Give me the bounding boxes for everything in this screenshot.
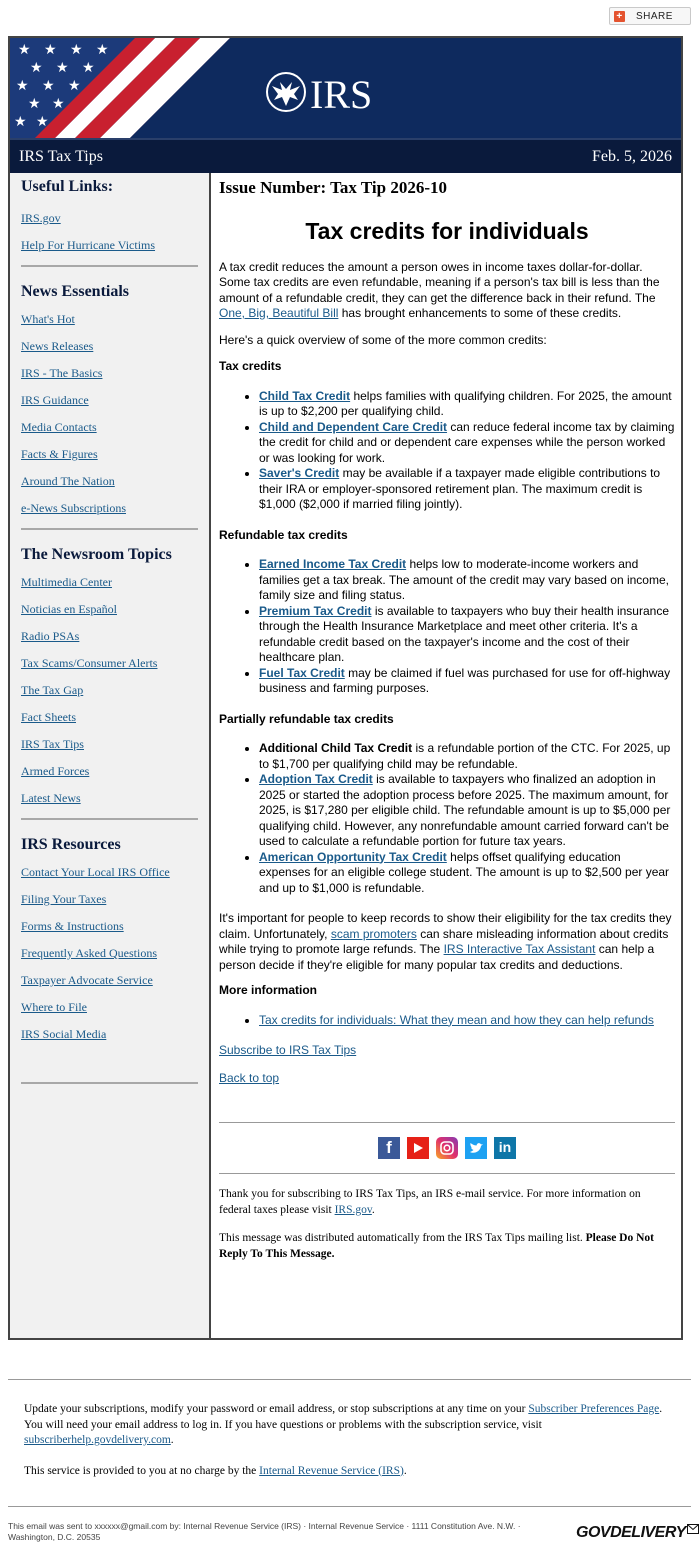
issue-number: Issue Number: Tax Tip 2026-10 [219, 178, 447, 197]
svg-text:★: ★ [42, 78, 55, 94]
header-banner [10, 38, 681, 138]
sidebar-link[interactable]: The Tax Gap [21, 683, 84, 697]
sidebar-divider [21, 1082, 198, 1084]
sidebar-link[interactable]: Where to File [21, 1000, 87, 1014]
sidebar-link[interactable]: Noticias en Español [21, 602, 117, 616]
list-item: • Saver's Credit may be available if a taxpayer made eligible contributions to their IRA or employer-sponsored retirement plan. The maximum credit is $1,000 ($2,000 if married filing jointly). [259, 466, 675, 513]
subscriber-help-link[interactable]: subscriberhelp.govdelivery.com [24, 1434, 171, 1446]
sidebar-link[interactable]: What's Hot [21, 312, 75, 326]
irs-logo [264, 70, 390, 114]
intro-paragraph: A tax credit reduces the amount a person owes in income taxes dollar-for-dollar. Some tax credits are even refundable, meaning if a person's tax bill is less than the amount of a refundable credit, they can get the difference back in their refund. The One, Big, Beautiful Bill has brought enhancements to some of these credits. [219, 259, 660, 320]
bar-title: IRS Tax Tips [19, 148, 103, 165]
sidebar-link[interactable]: Latest News [21, 791, 81, 805]
sidebar-link[interactable]: Help For Hurricane Victims [21, 238, 156, 252]
svg-text:★: ★ [70, 42, 83, 58]
govdelivery-logo: GOVDELIVERY [576, 1524, 699, 1542]
list-item: • Child and Dependent Care Credit can reduce federal income tax by claiming the credit for child and or dependent care expenses while the person worked or was looking for work. [259, 420, 675, 467]
instagram-icon[interactable] [436, 1137, 458, 1159]
eagle-icon [264, 70, 390, 114]
refundable-heading: Refundable tax credits [219, 527, 348, 542]
partial-heading: Partially refundable tax credits [219, 711, 394, 726]
footer-divider [8, 1506, 691, 1507]
plus-icon: + [614, 11, 625, 22]
adoption-credit-link[interactable]: Adoption Tax Credit [259, 772, 373, 786]
sidebar-link[interactable]: Taxpayer Advocate Service [21, 973, 153, 987]
sidebar-link[interactable]: IRS Social Media [21, 1027, 107, 1041]
sidebar [10, 173, 211, 1338]
list-item: • Adoption Tax Credit is available to taxpayers who finalized an adoption in 2025 or started the adoption process before 2025. The maximum amount, for 2025, is $17,280 per eligible child. The refundable amount is up to $5,000 per qualifying child. However, any nonrefundable amount carried forward can't be used to calculate a refundable portion for future tax years. [259, 772, 675, 850]
sidebar-link[interactable]: Fact Sheets [21, 710, 76, 724]
sidebar-link[interactable]: IRS.gov [21, 211, 61, 225]
dependent-care-credit-link[interactable]: Child and Dependent Care Credit [259, 419, 448, 434]
more-info-list [219, 1013, 675, 1029]
facebook-icon[interactable]: f [378, 1137, 400, 1159]
savers-credit-link[interactable]: Saver's Credit [259, 466, 340, 480]
svg-text:★: ★ [56, 60, 69, 76]
issue-date: Feb. 5, 2026 [592, 148, 672, 165]
twitter-icon[interactable] [465, 1137, 487, 1159]
newsletter-frame [8, 36, 683, 1340]
sidebar-title-irs-resources: IRS Resources [21, 836, 121, 853]
more-info-link[interactable]: Tax credits for individuals: What they mean and how they can help refunds [259, 1012, 654, 1027]
svg-text:★: ★ [44, 42, 57, 58]
irs-footer-link[interactable]: Internal Revenue Service (IRS) [259, 1464, 404, 1477]
svg-text:★: ★ [96, 42, 109, 58]
service-text: This service is provided to you at no charge by the Internal Revenue Service (IRS). [24, 1464, 407, 1477]
sidebar-link[interactable]: Armed Forces [21, 764, 90, 778]
sidebar-link[interactable]: Multimedia Center [21, 575, 112, 589]
title-bar [10, 138, 681, 173]
sidebar-link[interactable]: IRS Guidance [21, 393, 89, 407]
sidebar-title-newsroom-topics: The Newsroom Topics [21, 546, 172, 563]
svg-text:★: ★ [68, 78, 81, 94]
sidebar-link[interactable]: Filing Your Taxes [21, 892, 107, 906]
share-button[interactable] [609, 7, 691, 25]
irs-gov-link[interactable]: IRS.gov [334, 1204, 372, 1216]
sidebar-link[interactable]: Tax Scams/Consumer Alerts [21, 656, 158, 670]
logo-text: IRS [310, 72, 373, 114]
refundable-list [219, 557, 675, 697]
svg-text:★: ★ [30, 60, 43, 76]
sidebar-link[interactable]: IRS - The Basics [21, 366, 103, 380]
sidebar-link[interactable]: Facts & Figures [21, 447, 98, 461]
flag-graphic [10, 38, 230, 138]
svg-text:★: ★ [52, 96, 65, 112]
list-item: • Child Tax Credit helps families with qualifying children. For 2025, the amount is up to $2,200 per qualifying child. [259, 389, 675, 420]
envelope-icon [687, 1524, 699, 1534]
list-item: • Additional Child Tax Credit is a refundable portion of the CTC. For 2025, up to $1,700 per qualifying child may be refundable. [259, 741, 675, 772]
sidebar-link[interactable]: Contact Your Local IRS Office [21, 865, 170, 879]
social-links [219, 1137, 675, 1159]
sidebar-link[interactable]: Forms & Instructions [21, 919, 124, 933]
aotc-link[interactable]: American Opportunity Tax Credit [259, 849, 447, 864]
scam-promoters-link[interactable]: scam promoters [330, 926, 417, 941]
footer-divider [8, 1379, 691, 1380]
child-tax-credit-link[interactable]: Child Tax Credit [259, 388, 351, 403]
svg-text:★: ★ [28, 96, 41, 112]
list-item [259, 1013, 675, 1029]
tax-credits-heading: Tax credits [219, 359, 282, 373]
more-info-heading: More information [219, 983, 317, 997]
svg-text:★: ★ [18, 42, 31, 58]
update-text: Update your subscriptions, modify your password or email address, or stop subscriptions at any time on your Subscriber Preferences Page. You will need your email address to log in. If you have questions or problems with the subscription service, visit subscriberhelp.govdelivery.com. [24, 1403, 663, 1446]
eitc-link[interactable]: Earned Income Tax Credit [259, 557, 407, 571]
main-content [213, 173, 681, 1338]
partial-list [219, 741, 675, 896]
sidebar-title-useful-links: Useful Links: [21, 178, 114, 195]
back-to-top-link[interactable]: Back to top [219, 1070, 280, 1085]
share-label: SHARE [636, 10, 673, 22]
list-item: • Fuel Tax Credit may be claimed if fuel was purchased for use for off-highway business and farming purposes. [259, 666, 675, 697]
fuel-tax-credit-link[interactable]: Fuel Tax Credit [259, 665, 345, 680]
overview-text: Here's a quick overview of some of the more common credits: [219, 332, 547, 347]
sidebar-link[interactable]: Radio PSAs [21, 629, 80, 643]
linkedin-icon[interactable]: in [494, 1137, 516, 1159]
records-paragraph: It's important for people to keep records to show their eligibility for the tax credits they claim. Unfortunately, scam promoters can share misleading information about credits while trying to promote large refunds. The IRS Interactive Tax Assistant can help a person decide if they're eligible for many popular tax credits and deductions. [219, 911, 672, 972]
obbb-link[interactable]: One, Big, Beautiful Bill [219, 306, 339, 320]
footer-subscription-info [24, 1402, 674, 1479]
thanks-text: Thank you for subscribing to IRS Tax Tips, an IRS e-mail service. For more information on federal taxes please visit IRS.gov. [219, 1188, 641, 1216]
svg-text:★: ★ [36, 114, 49, 130]
list-item: • American Opportunity Tax Credit helps offset qualifying education expenses for an eligible college student. The amount is up to $2,500 per year and up to $1,000 is refundable. [259, 850, 675, 897]
tax-credits-list [219, 389, 675, 513]
auto-message: This message was distributed automatically from the IRS Tax Tips mailing list. Please Do Not Reply To This Message. [219, 1232, 654, 1260]
list-item: • Earned Income Tax Credit helps low to moderate-income workers and families get a tax break. The amount of the credit may vary based on income, family size and filing status. [259, 557, 675, 604]
premium-tax-credit-link[interactable]: Premium Tax Credit [259, 603, 372, 618]
content-divider [219, 1122, 675, 1123]
sidebar-link[interactable]: Around The Nation [21, 474, 115, 488]
list-item: • Premium Tax Credit is available to taxpayers who buy their health insurance through the Health Insurance Marketplace and meet other criteria. It's a refundable credit based on the taxpayer's income and the cost of their healthcare plan. [259, 604, 675, 666]
svg-text:★: ★ [14, 114, 27, 130]
sidebar-link[interactable]: e-News Subscriptions [21, 501, 126, 515]
sidebar-link[interactable]: News Releases [21, 339, 94, 353]
page-title: Tax credits for individuals [305, 217, 589, 244]
svg-text:★: ★ [16, 78, 29, 94]
subscribe-link[interactable]: Subscribe to IRS Tax Tips [219, 1043, 357, 1057]
sidebar-link[interactable]: IRS Tax Tips [21, 737, 84, 751]
ita-link[interactable]: IRS Interactive Tax Assistant [443, 942, 596, 956]
content-divider [219, 1173, 675, 1174]
svg-text:★: ★ [82, 60, 95, 76]
sidebar-link[interactable]: Media Contacts [21, 420, 97, 434]
sent-to-text: This email was sent to xxxxxx@gmail.com by: Internal Revenue Service (IRS) · Internal Revenue Service · 1111 Constitution Ave. N.W. · Washington, D.C. 20535 [8, 1521, 521, 1542]
sidebar-link[interactable]: Frequently Asked Questions [21, 946, 157, 960]
youtube-icon[interactable] [407, 1137, 429, 1159]
subscriber-preferences-link[interactable]: Subscriber Preferences Page [528, 1403, 660, 1415]
sidebar-title-news-essentials: News Essentials [21, 283, 130, 300]
